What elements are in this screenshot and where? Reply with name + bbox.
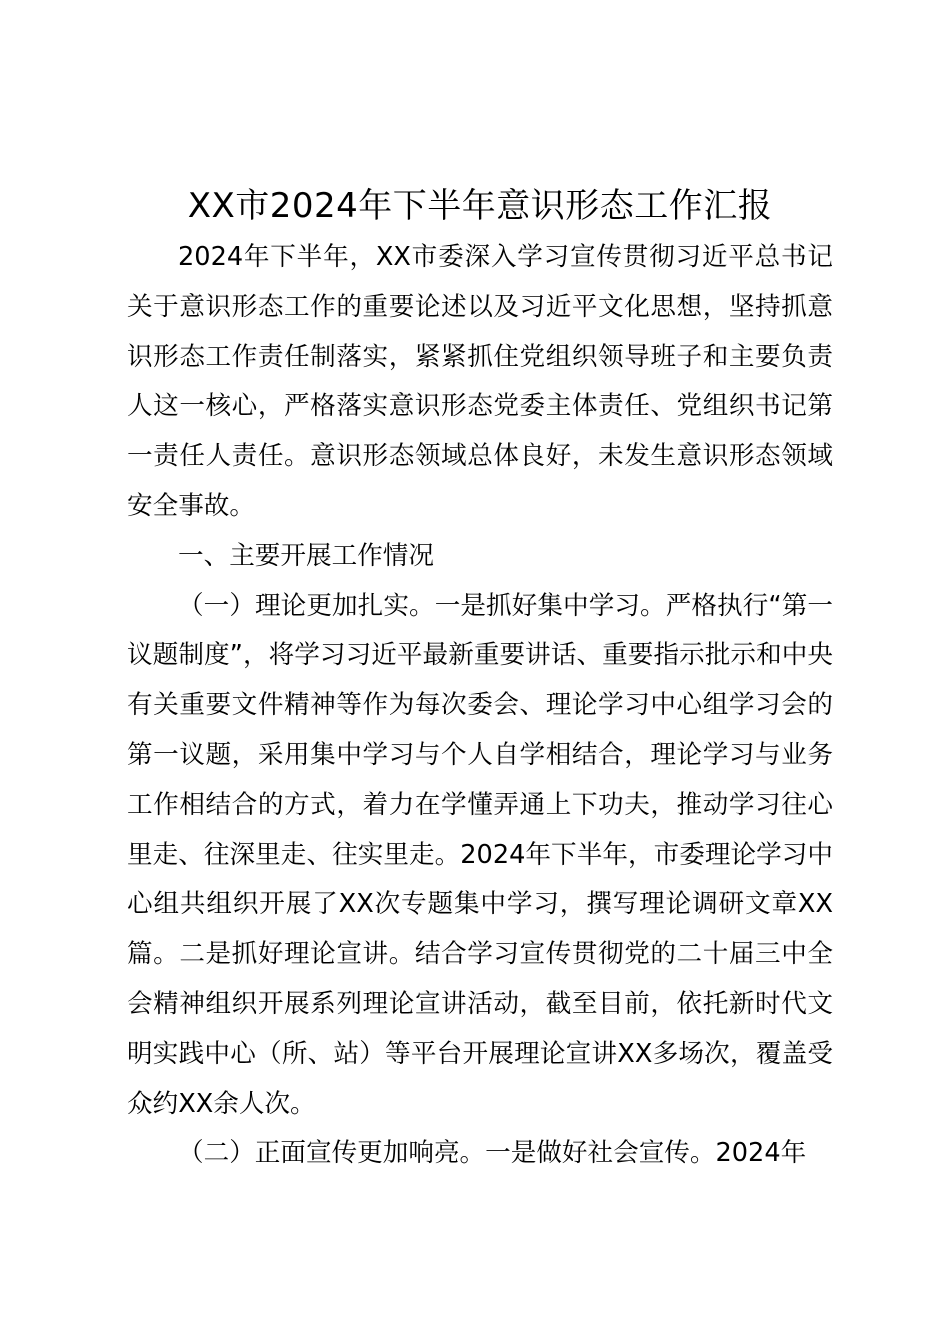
section-heading-main-work: 一、主要开展工作情况	[178, 540, 434, 571]
paragraph-publicity: （二）正面宣传更加响亮。一是做好社会宣传。2024年	[178, 1138, 807, 1169]
paragraph-intro: 2024年下半年，XX市委深入学习宣传贯彻习近平总书记关于意识形态工作的重要论述以及习近平文化思想，坚持抓意识形态工作责任制落实，紧紧抓住党组织领导班子和主要负责人这一核心，严格落实意识形态党委主体责任、党组织书记第一责任人责任。意识形态领域总体良好，未发生意识形态领域安全事故。	[127, 242, 833, 521]
paragraph-theory: （一）理论更加扎实。一是抓好集中学习。严格执行“第一议题制度”，将学习习近平最新重要讲话、重要指示批示和中央有关重要文件精神等作为每次委会、理论学习中心组学习会的第一议题，采用集中学习与个人自学相结合，理论学习与业务工作相结合的方式，着力在学懂弄通上下功夫，推动学习往心里走、往深里走、往实里走。2024年下半年，市委理论学习中心组共组织开展了XX次专题集中学习，撰写理论调研文章XX篇。二是抓好理论宣讲。结合学习宣传贯彻党的二十届三中全会精神组织开展系列理论宣讲活动，截至目前，依托新时代文明实践中心（所、站）等平台开展理论宣讲XX多场次，覆盖受众约XX余人次。	[127, 590, 833, 1119]
document-body	[127, 233, 833, 1179]
document-title: XX市2024年下半年意识形态工作汇报	[187, 186, 773, 226]
